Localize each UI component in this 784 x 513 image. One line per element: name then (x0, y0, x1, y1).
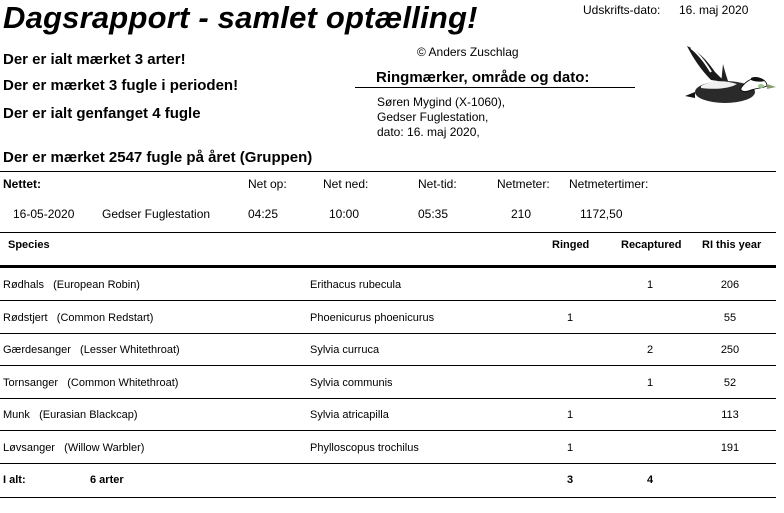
species-column-header: Species (8, 239, 50, 251)
species-common-name (3, 279, 140, 291)
total-species-count: 6 arter (90, 474, 124, 486)
species-latin-name: Phylloscopus trochilus (310, 442, 419, 454)
net-tid-value: 05:35 (418, 207, 449, 221)
row-divider (0, 333, 776, 334)
ringed-column-header: Ringed (552, 239, 590, 251)
ringer-underline (355, 87, 635, 88)
row-divider (0, 463, 776, 464)
netmetertimer-label: Netmetertimer: (569, 177, 649, 191)
year-count: 250 (720, 344, 740, 356)
recaptured-count: 1 (646, 377, 654, 389)
stat-species-marked: Der er ialt mærket 3 arter! (3, 51, 186, 68)
print-date-value: 16. maj 2020 (679, 3, 749, 17)
species-latin-name: Sylvia atricapilla (310, 409, 389, 421)
net-op-value: 04:25 (248, 207, 279, 221)
net-date: 16-05-2020 (13, 207, 75, 221)
species-english-name: (Lesser Whitethroat) (80, 344, 180, 356)
year-count: 55 (723, 312, 737, 324)
species-english-name: (Common Whitethroat) (67, 377, 179, 389)
row-divider (0, 365, 776, 366)
total-label: I alt: (3, 474, 26, 486)
divider-line (0, 232, 776, 233)
copyright-text: © Anders Zuschlag (417, 45, 519, 59)
header-divider-thick (0, 265, 776, 268)
row-divider (0, 398, 776, 399)
species-english-name: (Common Redstart) (56, 312, 154, 324)
row-divider (0, 430, 776, 431)
eider-duck-icon (681, 42, 777, 112)
net-ned-label: Net ned: (323, 177, 369, 191)
species-name: Munk (3, 409, 30, 421)
ringer-name: Søren Mygind (X-1060), (377, 95, 506, 109)
species-common-name (3, 377, 178, 389)
total-recaptured: 4 (647, 474, 654, 486)
ringer-date: dato: 16. maj 2020, (377, 125, 480, 139)
species-latin-name: Erithacus rubecula (310, 279, 402, 291)
species-latin-name: Sylvia curruca (310, 344, 380, 356)
species-name: Løvsanger (3, 442, 55, 454)
stat-birds-period: Der er mærket 3 fugle i perioden! (3, 77, 239, 94)
species-english-name: (Eurasian Blackcap) (39, 409, 138, 421)
recaptured-column-header: Recaptured (621, 239, 682, 251)
netmeter-label: Netmeter: (497, 177, 550, 191)
net-label: Nettet: (3, 177, 41, 191)
net-ned-value: 10:00 (329, 207, 360, 221)
row-divider (0, 300, 776, 301)
year-count: 206 (720, 279, 740, 291)
species-name: Gærdesanger (3, 344, 71, 356)
ringer-station: Gedser Fuglestation, (377, 110, 489, 124)
species-name: Rødstjert (3, 312, 48, 324)
recaptured-count: 2 (646, 344, 654, 356)
ringed-count: 1 (566, 409, 574, 421)
ringed-count: 1 (566, 442, 574, 454)
print-date-label: Udskrifts-dato: (583, 3, 661, 17)
species-name: Tornsanger (3, 377, 59, 389)
ringed-count: 1 (566, 312, 574, 324)
divider-line (0, 171, 776, 172)
species-common-name (3, 344, 180, 356)
recaptured-count: 1 (646, 279, 654, 291)
stat-recaptured: Der er ialt genfanget 4 fugle (3, 105, 201, 122)
year-count: 52 (723, 377, 737, 389)
total-ringed: 3 (567, 474, 574, 486)
species-latin-name: Phoenicurus phoenicurus (310, 312, 435, 324)
species-name: Rødhals (3, 279, 44, 291)
report-title: Dagsrapport - samlet optælling! (3, 0, 478, 35)
divider-line (0, 497, 776, 498)
netmeter-value: 210 (511, 207, 532, 221)
species-latin-name: Sylvia communis (310, 377, 393, 389)
species-english-name: (Willow Warbler) (64, 442, 145, 454)
ringer-heading: Ringmærker, område og dato: (376, 69, 590, 86)
year-column-header: RI this year (702, 239, 762, 251)
netmetertimer-value: 1172,50 (580, 207, 623, 221)
species-english-name: (European Robin) (53, 279, 140, 291)
year-count: 113 (721, 409, 739, 421)
net-op-label: Net op: (248, 177, 287, 191)
year-count: 191 (720, 442, 740, 454)
species-common-name (3, 409, 138, 421)
stat-year-total: Der er mærket 2547 fugle på året (Gruppen) (3, 149, 313, 166)
net-station: Gedser Fuglestation (102, 207, 211, 221)
species-common-name (3, 442, 144, 454)
net-tid-label: Net-tid: (418, 177, 457, 191)
species-common-name (3, 312, 153, 324)
